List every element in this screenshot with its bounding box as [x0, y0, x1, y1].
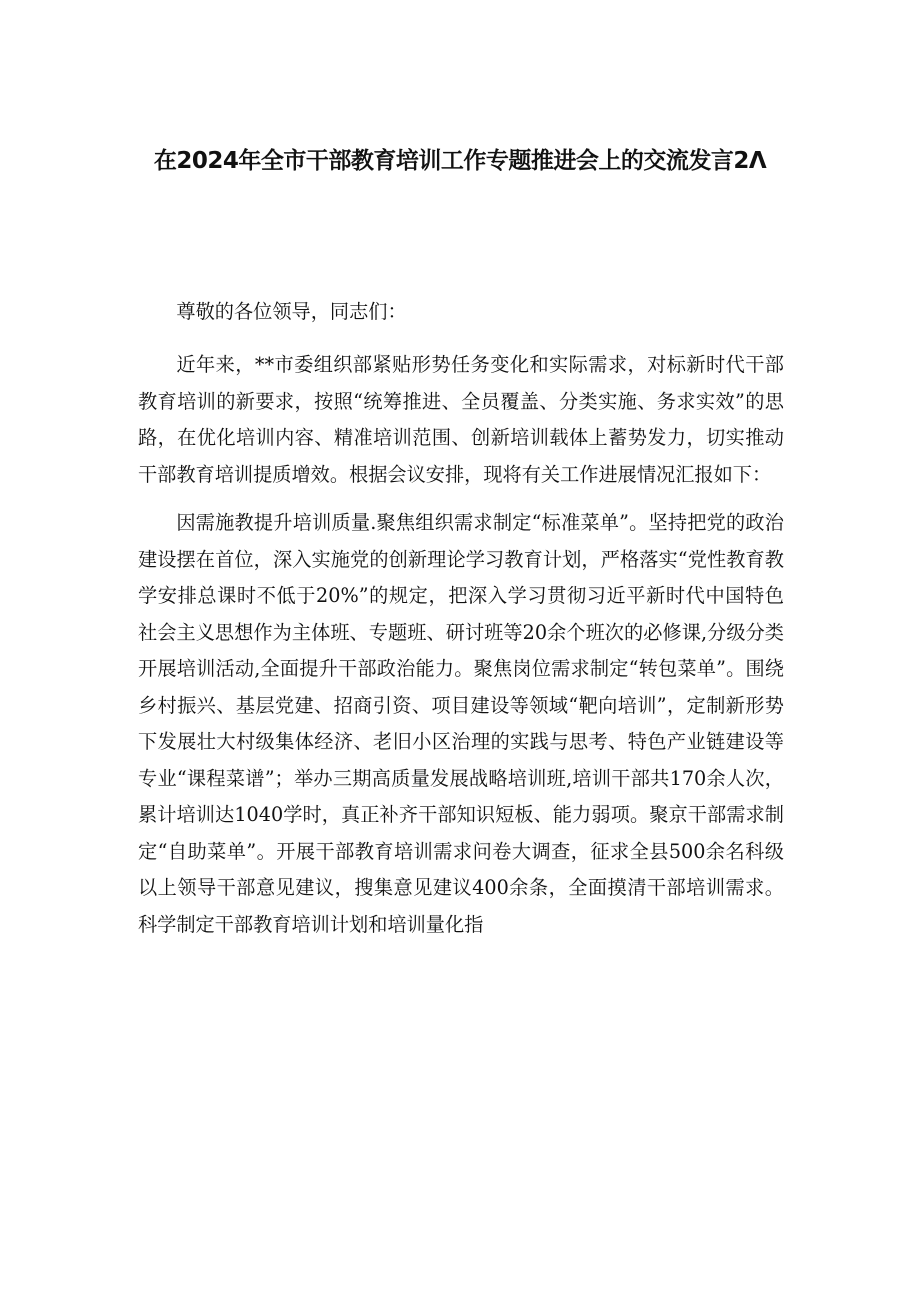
document-title: 在2024年全市干部教育培训工作专题推进会上的交流发言2Λ [153, 148, 767, 174]
paragraph-intro: 近年来，**市委组织部紧贴形势任务变化和实际需求，对标新时代干部教育培训的新要求，按照“统筹推进、全员覆盖、分类实施、务求实效”的思路，在优化培训内容、精准培训范围、创新培训载体上蓄势发力，切实推动干部教育培训提质增效。根据会议安排，现将有关工作进展情况汇报如下： [138, 353, 784, 486]
salutation: 尊敬的各位领导，同志们： [176, 300, 407, 323]
document-body [138, 295, 784, 955]
paragraph-training-quality: 因需施教提升培训质量.聚焦组织需求制定“标准菜单”。坚持把党的政治建设摆在首位，深入实施党的创新理论学习教育计划，严格落实“党性教育教学安排总课时不低于20%”的规定，把深入学习贯彻习近平新时代中国特色社会主义思想作为主体班、专题班、研讨班等20余个班次的必修课,分级分类开展培训活动,全面提升干部政治能力。聚焦岗位需求制定“转包菜单”。围绕乡村振兴、基层党建、招商引资、项目建设等领域“靶向培训”，定制新形势下发展壮大村级集体经济、老旧小区治理的实践与思考、特色产业链建设等专业“课程菜谱”；举办三期高质量发展战略培训班,培训干部共170余人次，累计培训达1040学时，真正补齐干部知识短板、能力弱项。聚京干部需求制定“自助菜单”。开展干部教育培训需求问卷大调查，征求全县500余名科级以上领导干部意见建议，搜集意见建议400余条，全面摸清干部培训需求。科学制定干部教育培训计划和培训量化指 [138, 511, 784, 936]
